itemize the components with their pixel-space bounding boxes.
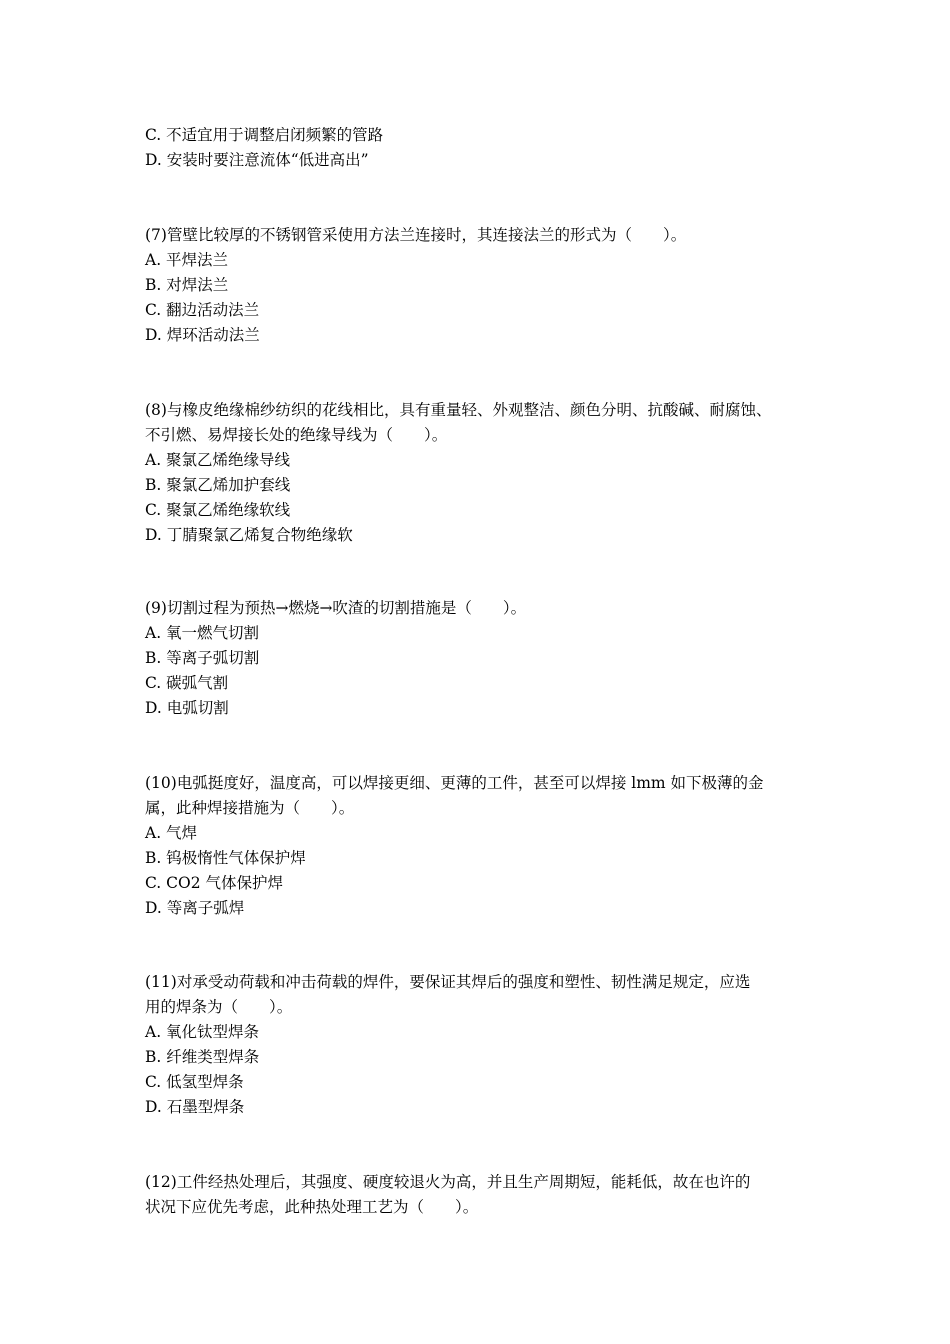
q7-option-b: B. 对焊法兰 bbox=[145, 276, 229, 294]
q8-question-line-1: (8)与橡皮绝缘棉纱纺织的花线相比，具有重量轻、外观整洁、颜色分明、抗酸碱、耐腐蚀、 bbox=[145, 401, 772, 419]
q10-option-a: A. 气焊 bbox=[145, 824, 198, 842]
q10-option-c: C. CO2 气体保护焊 bbox=[145, 874, 284, 892]
q10-question-line-2: 属，此种焊接措施为（ ）。 bbox=[145, 799, 355, 817]
q11-option-b: B. 纤维类型焊条 bbox=[145, 1048, 260, 1066]
q11-question-line-1: (11)对承受动荷载和冲击荷载的焊件，要保证其焊后的强度和塑性、韧性满足规定，应选 bbox=[145, 973, 751, 991]
q8-option-a: A. 聚氯乙烯绝缘导线 bbox=[145, 451, 291, 469]
q7-option-d: D. 焊环活动法兰 bbox=[145, 326, 260, 344]
q7-question: (7)管壁比较厚的不锈钢管采使用方法兰连接时，其连接法兰的形式为（ ）。 bbox=[145, 226, 687, 244]
q8-option-b: B. 聚氯乙烯加护套线 bbox=[145, 476, 291, 494]
q6-option-c: C. 不适宜用于调整启闭频繁的管路 bbox=[145, 126, 384, 144]
q7-option-c: C. 翻边活动法兰 bbox=[145, 301, 260, 319]
q8-option-c: C. 聚氯乙烯绝缘软线 bbox=[145, 501, 291, 519]
q9-question: (9)切割过程为预热→燃烧→吹渣的切割措施是（ ）。 bbox=[145, 599, 527, 617]
q11-question-line-2: 用的焊条为（ ）。 bbox=[145, 998, 293, 1016]
q12-question-line-1: (12)工件经热处理后，其强度、硬度较退火为高，并且生产周期短，能耗低，故在也许的 bbox=[145, 1173, 751, 1191]
q10-question-line-1: (10)电弧挺度好，温度高，可以焊接更细、更薄的工件，甚至可以焊接 lmm 如下极薄的金 bbox=[145, 774, 764, 792]
q11-option-a: A. 氧化钛型焊条 bbox=[145, 1023, 260, 1041]
q7-option-a: A. 平焊法兰 bbox=[145, 251, 229, 269]
q9-option-b: B. 等离子弧切割 bbox=[145, 649, 260, 667]
q10-option-b: B. 钨极惰性气体保护焊 bbox=[145, 849, 306, 867]
q11-option-d: D. 石墨型焊条 bbox=[145, 1098, 245, 1116]
q6-option-d: D. 安装时要注意流体“低进高出” bbox=[145, 151, 369, 169]
q10-option-d: D. 等离子弧焊 bbox=[145, 899, 245, 917]
q8-question-line-2: 不引燃、易焊接长处的绝缘导线为（ ）。 bbox=[145, 426, 448, 444]
q9-option-d: D. 电弧切割 bbox=[145, 699, 229, 717]
q9-option-c: C. 碳弧气割 bbox=[145, 674, 229, 692]
q8-option-d: D. 丁腈聚氯乙烯复合物绝缘软 bbox=[145, 526, 353, 544]
q9-option-a: A. 氧一燃气切割 bbox=[145, 624, 260, 642]
q11-option-c: C. 低氢型焊条 bbox=[145, 1073, 244, 1091]
q12-question-line-2: 状况下应优先考虑，此种热处理工艺为（ ）。 bbox=[145, 1198, 479, 1216]
